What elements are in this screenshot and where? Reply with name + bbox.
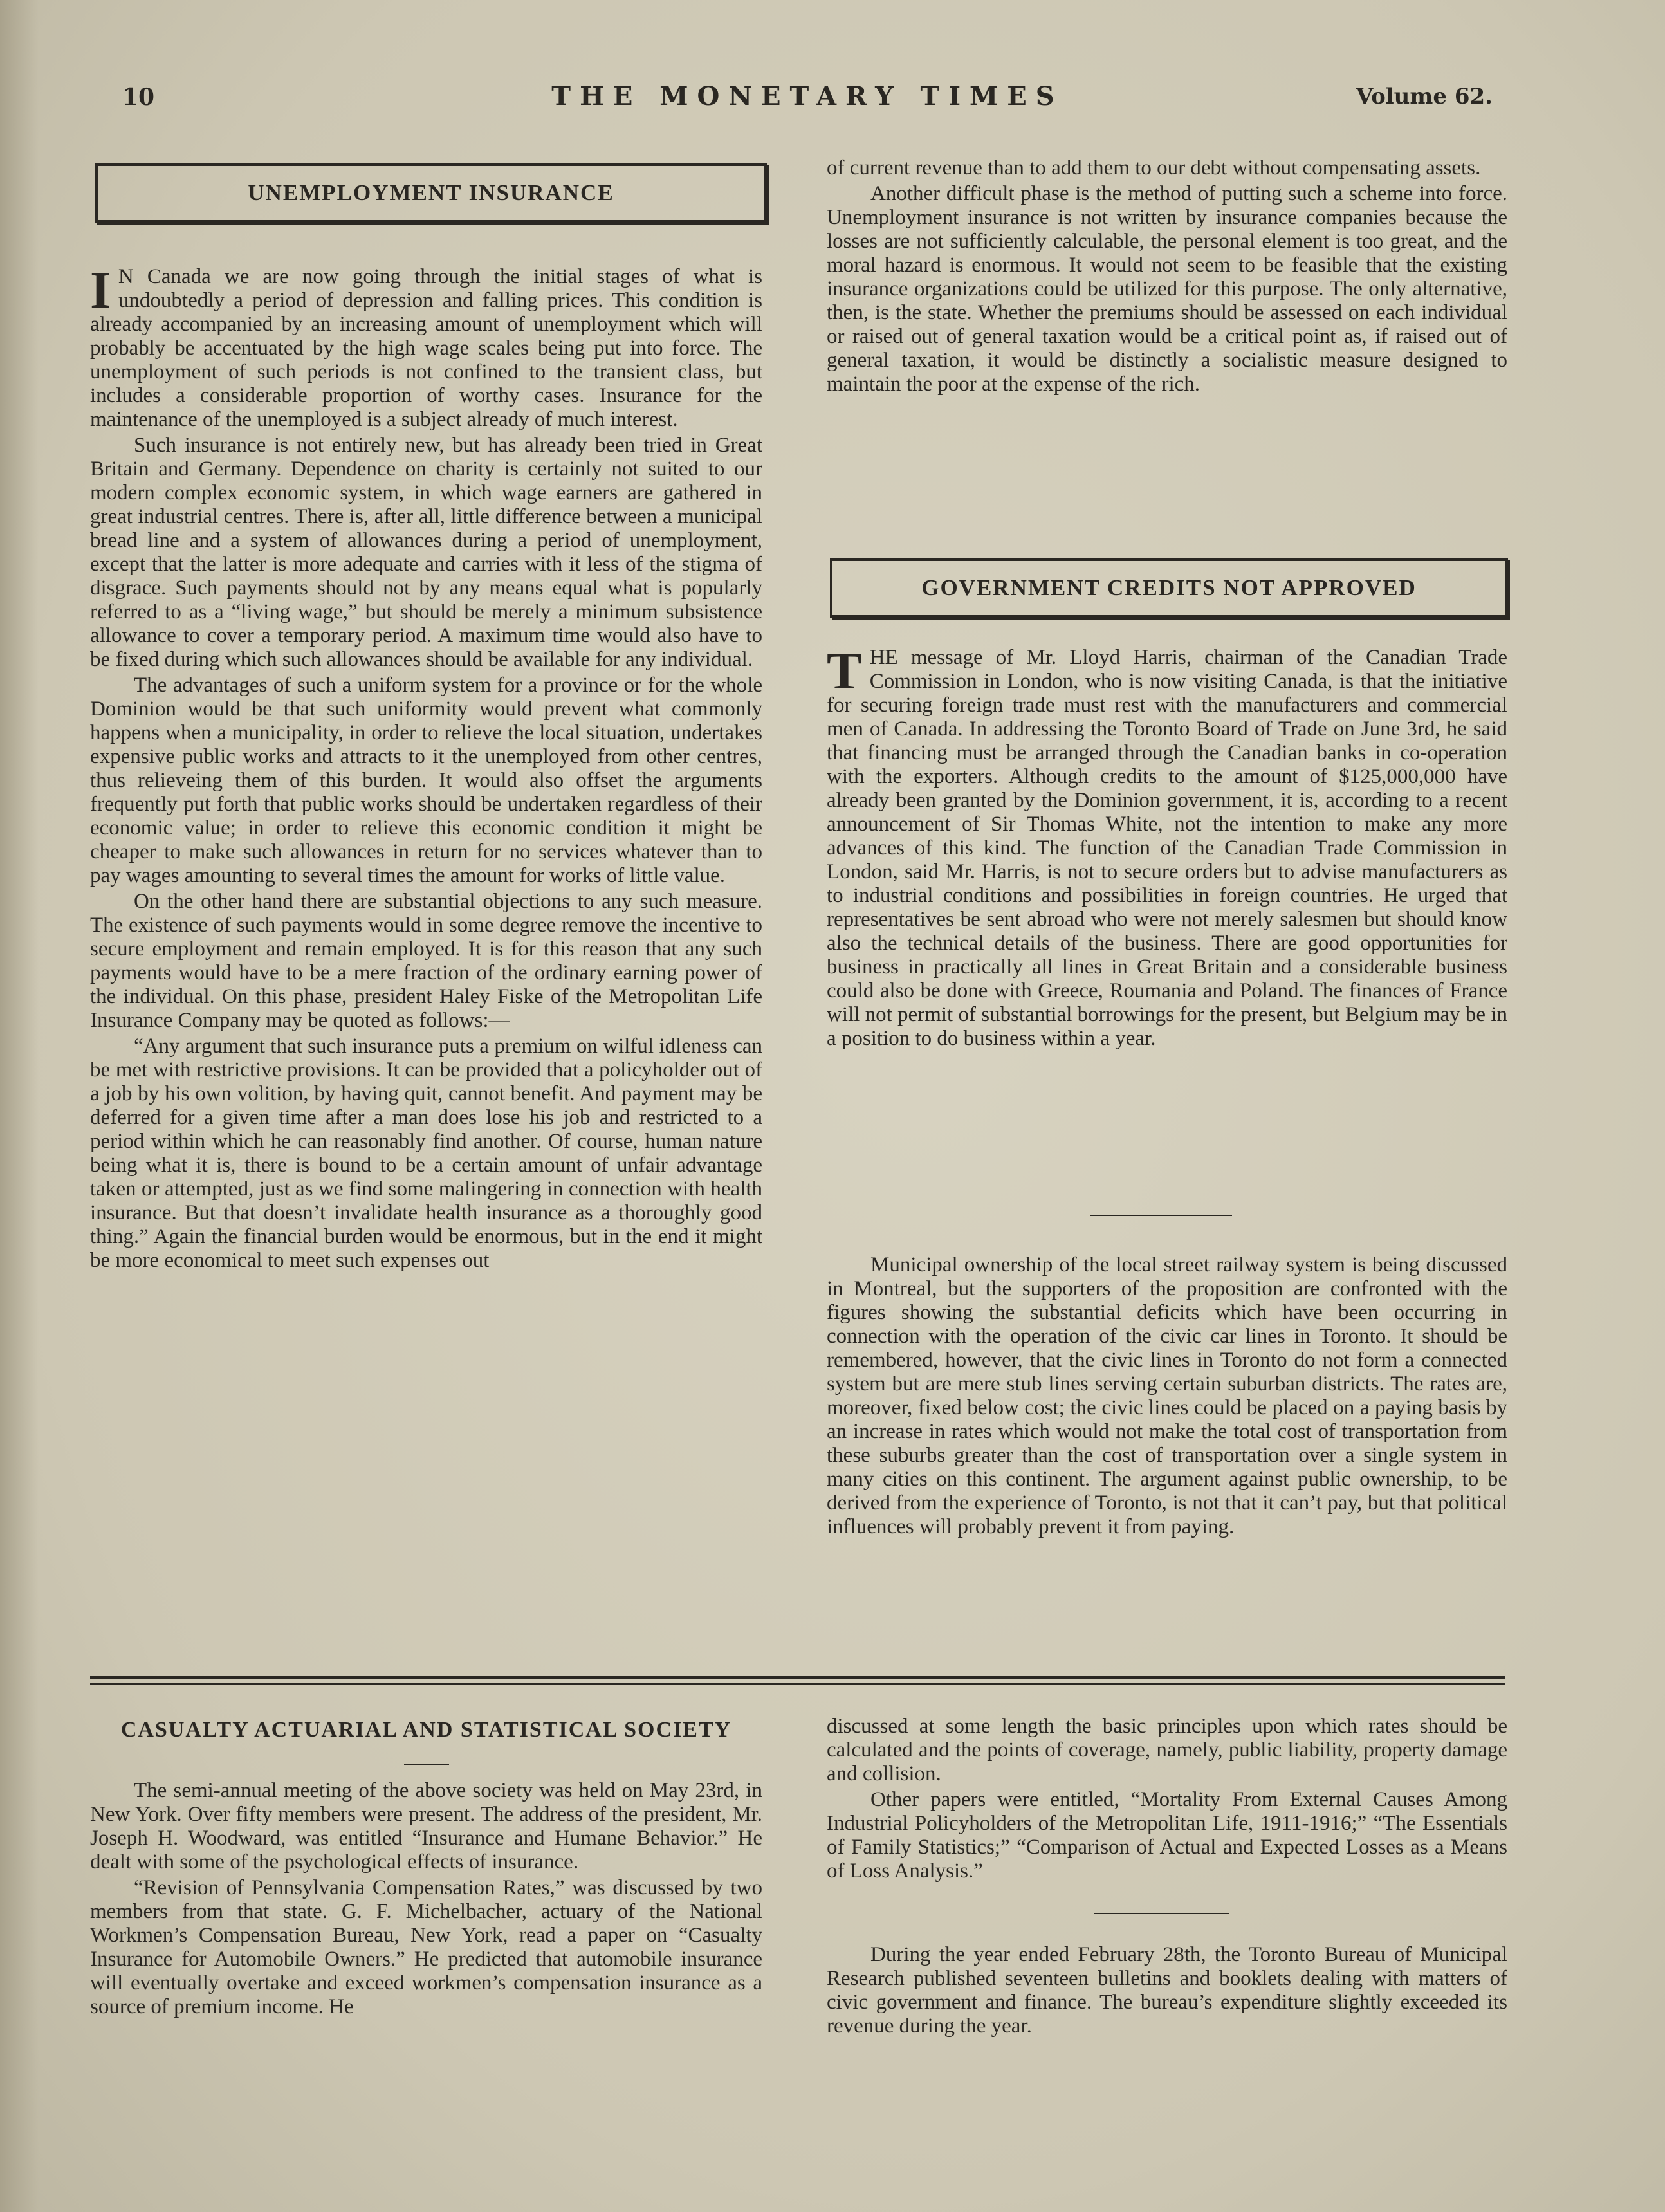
article-paragraph: During the year ended February 28th, the Toronto Bureau of Municipal Research published seventeen bulletins and booklets dealing with matters of civic government and finance. The bureau’s expenditure slightly exceeded its revenue during the year. — [827, 1943, 1507, 2038]
unemployment-article — [90, 261, 762, 1273]
article-paragraph: THE message of Mr. Lloyd Harris, chairman of the Canadian Trade Commission in London, who is now visiting Canada, is that the initiative for securing foreign trade must rest with the manufacturers and commercial men of Canada. In addressing the Toronto Board of Trade on June 3rd, he said that financing must be arranged through the Canadian banks in co-operation with the exporters. Although credits to the amount of $125,000,000 have already been granted by the Dominion government, it is, according to a recent announcement of Sir Thomas White, not the intention to make any more advances of this kind. The function of the Canadian Trade Commission in London, said Mr. Harris, is not to secure orders but to advise manufacturers as to industrial conditions and possibilities in foreign countries. He urged that representatives be sent abroad who were not merely salesmen but should know also the technical details of the business. There are good opportunities for business in practically all lines in Great Britain and a considerable business could also be done with Greece, Roumania and Poland. The finances of France will not permit of substantial borrowings for the present, but Belgium may be in a position to do business within a year. — [827, 641, 1507, 1050]
article-paragraph: “Revision of Pennsylvania Compensation Rates,” was discussed by two members from that state. G. F. Michelbacher, actuary of the National Workmen’s Compensation Bureau, New York, read a paper on “Casualty Insurance for Automobile Owners.” He predicted that automobile insurance will eventually overtake and exceed workmen’s compensation insurance as a source of premium income. He — [90, 1876, 762, 2018]
bureau-article — [827, 1943, 1507, 2038]
article-paragraph: I N Canada we are now going through the initial stages of what is undoubtedly a period of depression and falling prices. This condition is already accompanied by an increasing amount of unemployment which will probably be accentuated by the high wage scales being put into force. The unemployment of such periods is not confined to the transient class, but includes a considerable proportion of worthy cases. Insurance for the maintenance of the unemployed is a subject already of much interest. — [90, 261, 762, 431]
binding-shadow — [0, 0, 39, 2212]
section-divider — [1094, 1913, 1229, 1914]
heading-underline — [404, 1764, 449, 1765]
article-paragraph: The advantages of such a uniform system for a province or for the whole Dominion would be that such uniformity would prevent what commonly happens when a municipality, in order to relieve the local situation, undertakes expensive public works and attracts to it the unemployed from other centres, thus relieveing them of this burden. It would also offset the arguments frequently put forth that public works should be undertaken regardless of their economic value; in order to relieve this economic condition it might be cheaper to make such allowances in return for no services whatever than to pay wages amounting to several times the amount for works of little value. — [90, 674, 762, 887]
article-paragraph: The semi-annual meeting of the above society was held on May 23rd, in New York. Over fifty members were present. The address of the president, Mr. Joseph H. Woodward, was entitled “Insurance and Humane Behavior.” He dealt with some of the psychological effects of insurance. — [90, 1779, 762, 1874]
credits-heading-box — [830, 558, 1508, 618]
drop-cap: T — [827, 641, 862, 700]
credits-article — [827, 641, 1507, 1051]
volume-label: Volume 62. — [1356, 84, 1493, 109]
article-paragraph: “Any argument that such insurance puts a premium on wilful idleness can be met with restrictive provisions. It can be provided that a policyholder out of a job by his own volition, by having quit, cannot benefit. And payment may be deferred for a given time after a man does lose his job and restricted to a period within which he can reasonably find another. Of course, human nature being what it is, there is bound to be a certain amount of unfair advantage taken or attempted, just as we find some malingering in connection with health insurance. But that doesn’t invalidate health insurance as a thoroughly good thing.” Again the financial burden would be enormous, but in the end it might be more economical to meet such expenses out — [90, 1035, 762, 1272]
unemployment-article-continued — [827, 156, 1507, 396]
publication-title: THE MONETARY TIMES — [551, 81, 1063, 111]
article-paragraph: Other papers were entitled, “Mortality From External Causes Among Industrial Policyholders of the Metropolitan Life, 1911-1916;” “The Essentials of Family Statistics;” “Comparison of Actual and Expected Losses as a Means of Loss Analysis.” — [827, 1788, 1507, 1883]
article-paragraph: Another difficult phase is the method of putting such a scheme into force. Unemployment insurance is not written by insurance companies because the losses are not sufficiently calculable, the personal element is too great, and the moral hazard is enormous. It would not seem to be feasible that the existing insurance organizations could be utilized for this purpose. The only alternative, then, is the state. Whether the premiums should be assessed on each individual or raised out of general taxation would be a critical point as, if raised out of general taxation, it would be distinctly a socialistic measure designed to maintain the poor at the expense of the rich. — [827, 182, 1507, 396]
casualty-heading: CASUALTY ACTUARIAL AND STATISTICAL SOCIETY — [120, 1718, 732, 1742]
article-paragraph: Municipal ownership of the local street railway system is being discussed in Montreal, but the supporters of the proposition are confronted with the figures showing the substantial deficits which have been occurring in connection with the operation of the civic car lines in Toronto. It should be remembered, however, that the civic lines in Toronto do not form a connected system but are mere stub lines serving certain suburban districts. The rates are, moreover, fixed below cost; the civic lines could be placed on a paying basis by an increase in rates which would not make the total cost of transportation from these suburbs greater than the cost of transportation over a single system in many cities on this continent. The argument against public ownership, to be derived from the experience of Toronto, is not that it can’t pay, but that political influences will probably prevent it from paying. — [827, 1253, 1507, 1538]
section-divider — [1090, 1215, 1232, 1216]
casualty-article — [90, 1779, 762, 2019]
casualty-article-continued — [827, 1715, 1507, 1883]
article-paragraph: Such insurance is not entirely new, but has already been tried in Great Britain and Germany. Dependence on charity is certainly not suited to our modern complex economic system, in which wage earners are gathered in great industrial centres. There is, after all, little difference between a municipal bread line and a system of allowances during a period of unemployment, except that the latter is more adequate and carries with it less of the stigma of disgrace. Such payments should not by any means equal what is popularly referred to as a “living wage,” but should be merely a minimum subsistence allowance to cover a temporary period. A maximum time would also have to be fixed during which such allowances should be available for any individual. — [90, 434, 762, 671]
drop-cap: I — [90, 261, 111, 319]
article-paragraph: discussed at some length the basic principles upon which rates should be calculated and the points of coverage, namely, public liability, property damage and collision. — [827, 1715, 1507, 1785]
unemployment-heading: UNEMPLOYMENT INSURANCE — [248, 180, 614, 205]
unemployment-heading-box — [95, 163, 767, 223]
article-paragraph: On the other hand there are substantial objections to any such measure. The existence of such payments would in some degree remove the incentive to secure employment and remain employed. It is for this reason that any such payments would have to be a mere fraction of the ordinary earning power of the individual. On this phase, president Haley Fiske of the Metropolitan Life Insurance Company may be quoted as follows:— — [90, 890, 762, 1032]
credits-heading: GOVERNMENT CREDITS NOT APPROVED — [921, 575, 1417, 600]
municipal-article — [827, 1253, 1507, 1539]
article-paragraph: of current revenue than to add them to our debt without compensating assets. — [827, 156, 1481, 180]
page-divider — [90, 1676, 1505, 1685]
page-number: 10 — [122, 84, 155, 111]
page-header — [122, 78, 1493, 117]
